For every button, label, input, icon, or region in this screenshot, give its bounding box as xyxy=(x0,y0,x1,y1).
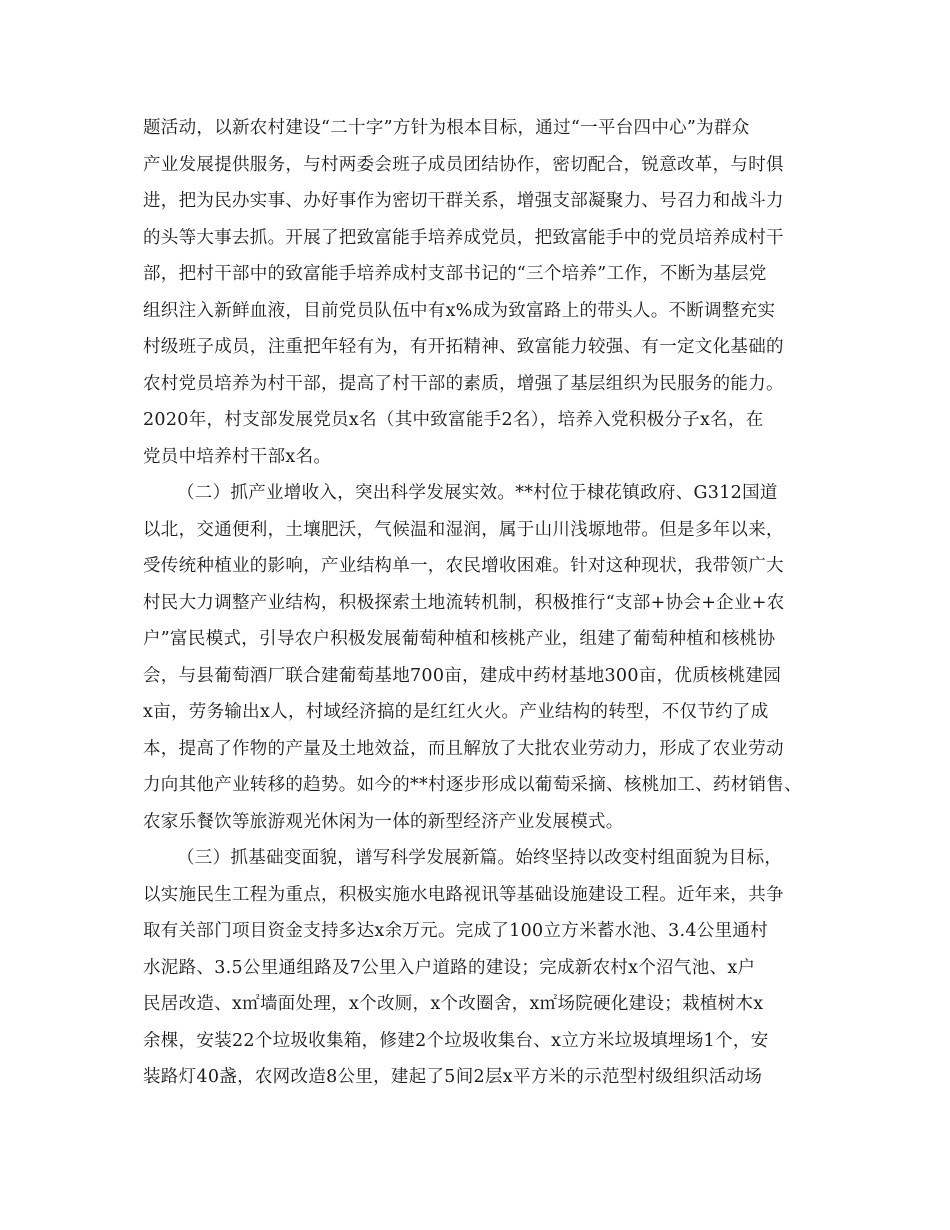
text-line: 产业发展提供服务，与村两委会班子成员团结协作，密切配合，锐意改革，与时俱 xyxy=(143,154,784,175)
text-line: 户”富民模式，引导农户积极发展葡萄种植和核桃产业，组建了葡萄种植和核桃协 xyxy=(143,629,776,649)
text-line: 进，把为民办实事、办好事作为密切干群关系，增强支部凝聚力、号召力和战斗力 xyxy=(143,191,784,211)
text-line: 部，把村干部中的致富能手培养成村支部书记的“三个培养”工作，不断为基层党 xyxy=(143,264,767,284)
text-line: 本，提高了作物的产量及土地效益，而且解放了大批农业劳动力，形成了农业劳动 xyxy=(143,738,784,759)
text-line: x亩，劳务输出x人，村域经济搞的是红红火火。产业结构的转型，不仅节约了成 xyxy=(143,702,769,722)
text-line: 题活动，以新农村建设“二十字”方针为根本目标，通过“一平台四中心”为群众 xyxy=(143,118,750,138)
text-line: 农村党员培养为村干部，提高了村干部的素质，增强了基层组织为民服务的能力。 xyxy=(143,373,784,394)
paragraph-first-line: （二）抓产业增收入，突出科学发展实效。**村位于棣花镇政府、G312国道 xyxy=(177,483,778,503)
text-line: 装路灯40盏，农网改造8公里，建起了5间2层x平方米的示范型村级组织活动场 xyxy=(143,1067,763,1087)
text-line: 村民大力调整产业结构，积极探索土地流转机制，积极推行“支部+协会+企业+农 xyxy=(143,592,785,613)
text-line: 受传统种植业的影响，产业结构单一，农民增收困难。针对这种现状，我带领广大 xyxy=(143,556,784,576)
text-line: 余棵，安装22个垃圾收集箱，修建2个垃圾收集台、x立方米垃圾填埋场1个，安 xyxy=(143,1030,769,1051)
text-line: 2020年，村支部发展党员x名（其中致富能手2名），培养入党积极分子x名，在 xyxy=(143,410,764,430)
text-line: 会，与县葡萄酒厂联合建葡萄基地700亩，建成中药材基地300亩，优质核桃建园 xyxy=(143,665,782,686)
text-line: 以北，交通便利，土壤肥沃，气候温和湿润，属于山川浅塬地带。但是多年以来， xyxy=(143,519,784,540)
body-text xyxy=(143,110,833,1096)
text-line: 以实施民生工程为重点，积极实施水电路视讯等基础设施建设工程。近年来，共争 xyxy=(143,884,784,905)
text-line: 村级班子成员，注重把年轻有为，有开拓精神、致富能力较强、有一定文化基础的 xyxy=(143,337,784,357)
text-line: 力向其他产业转移的趋势。如今的**村逐步形成以葡萄采摘、核桃加工、药材销售、 xyxy=(143,775,802,795)
text-line: 农家乐餐饮等旅游观光休闲为一体的新型经济产业发展模式。 xyxy=(143,811,624,832)
text-line: 党员中培养村干部x名。 xyxy=(143,446,332,467)
text-line: 民居改造、x㎡墙面处理，x个改厕，x个改圈舍，x㎡场院硬化建设；栽植树木x xyxy=(143,994,764,1014)
text-line: 水泥路、3.5公里通组路及7公里入户道路的建设；完成新农村x个沼气池、x户 xyxy=(143,957,756,978)
text-line: 取有关部门项目资金支持多达x余万元。完成了100立方米蓄水池、3.4公里通村 xyxy=(143,921,768,941)
text-line: 组织注入新鲜血液，目前党员队伍中有x%成为致富路上的带头人。不断调整充实 xyxy=(143,300,776,321)
paragraph-first-line: （三）抓基础变面貌，谱写科学发展新篇。始终坚持以改变村组面貌为目标， xyxy=(177,848,783,868)
text-line: 的头等大事去抓。开展了把致富能手培养成党员，把致富能手中的党员培养成村干 xyxy=(143,227,784,248)
